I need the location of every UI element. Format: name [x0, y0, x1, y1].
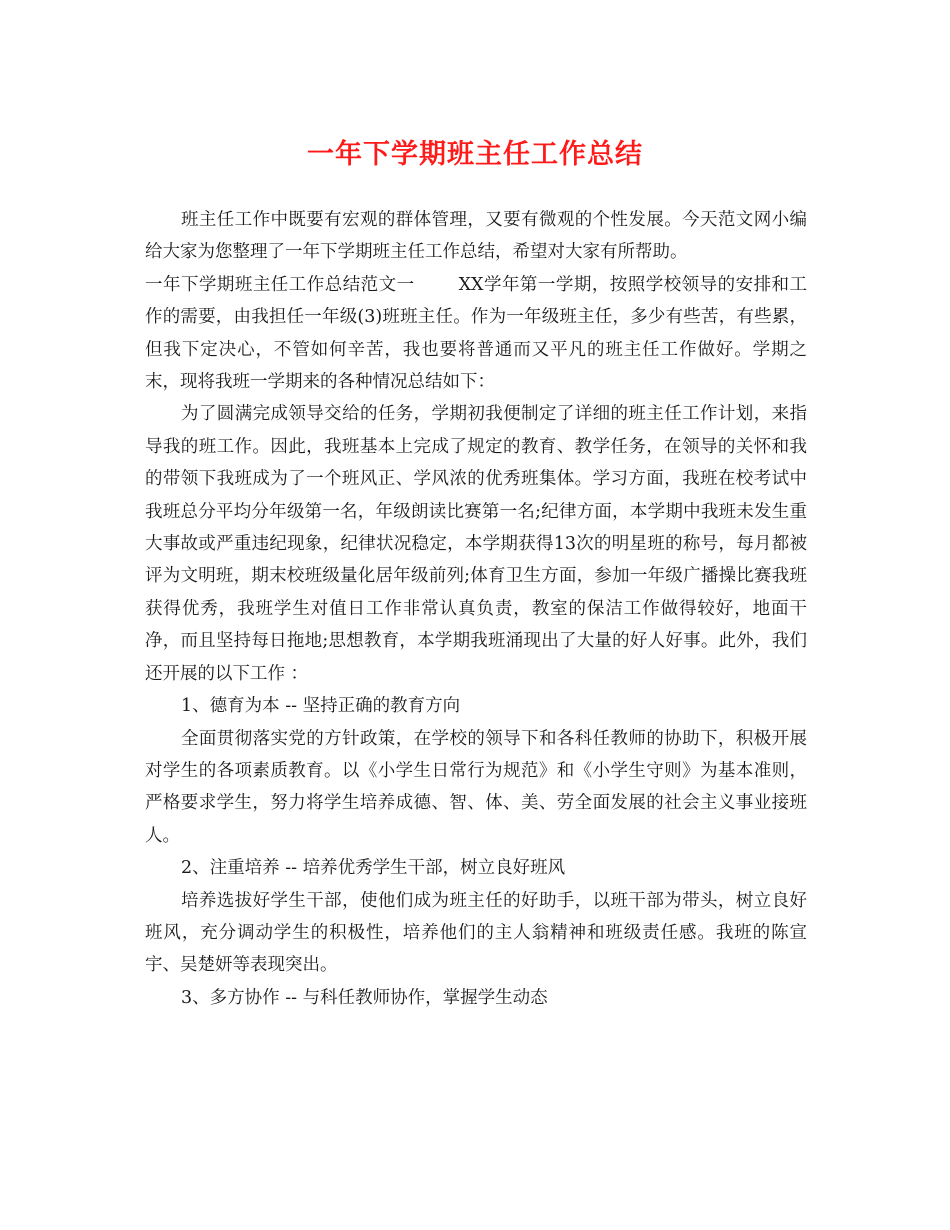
sample-opening: XX学年第一学期，按照学校领导的安排和工作的需要，由我担任一年级(3)班班主任。作为一年级班主任，多少有些苦，有些累，但我下定决心，不管如何辛苦，我也要将普通而又平凡的班主任工作做好。学期之末，现将我班一学期来的各种情况总结如下：: [145, 274, 808, 393]
item1-heading: 1、德育为本 -- 坚持正确的教育方向: [181, 696, 461, 717]
sample-heading: 一年下学期班主任工作总结范文一: [145, 274, 415, 295]
item2-heading: 2、注重培养 -- 培养优秀学生干部，树立良好班风: [181, 858, 566, 879]
item2-body: 培养选拔好学生干部，使他们成为班主任的好助手，以班干部为带头，树立良好班风，充分调动学生的积极性，培养他们的主人翁精神和班级责任感。我班的陈宣宇、吴楚妍等表现突出。: [145, 890, 807, 976]
document-title: 一年下学期班主任工作总结: [307, 139, 643, 170]
item1-body: 全面贯彻落实党的方针政策，在学校的领导下和各科任教师的协助下，积极开展对学生的各项素质教育。以《小学生日常行为规范》和《小学生守则》为基本准则，严格要求学生，努力将学生培养成德、智、体、美、劳全面发展的社会主义事业接班人。: [145, 728, 807, 846]
summary-paragraph: 为了圆满完成领导交给的任务，学期初我便制定了详细的班主任工作计划，来指导我的班工作。因此，我班基本上完成了规定的教育、教学任务，在领导的关怀和我的带领下我班成为了一个班风正、学风浓的优秀班集体。学习方面，我班在校考试中我班总分平均分年级第一名，年级朗读比赛第一名;纪律方面，本学期中我班未发生重大事故或严重违纪现象，纪律状况稳定，本学期获得13次的明星班的称号，每月都被评为文明班，期末校班级量化居年级前列;体育卫生方面，参加一年级广播操比赛我班获得优秀，我班学生对值日工作非常认真负责，教室的保洁工作做得较好，地面干净，而且坚持每日拖地;思想教育，本学期我班涌现出了大量的好人好事。此外，我们还开展的以下工作 ：: [145, 404, 807, 684]
item3-heading: 3、多方协作 -- 与科任教师协作，掌握学生动态: [181, 987, 548, 1008]
document-body: [145, 204, 807, 1014]
sample-paragraph: [145, 269, 807, 399]
intro-paragraph: 班主任工作中既要有宏观的群体管理，又要有微观的个性发展。今天范文网小编给大家为您整理了一年下学期班主任工作总结，希望对大家有所帮助。: [145, 210, 807, 263]
